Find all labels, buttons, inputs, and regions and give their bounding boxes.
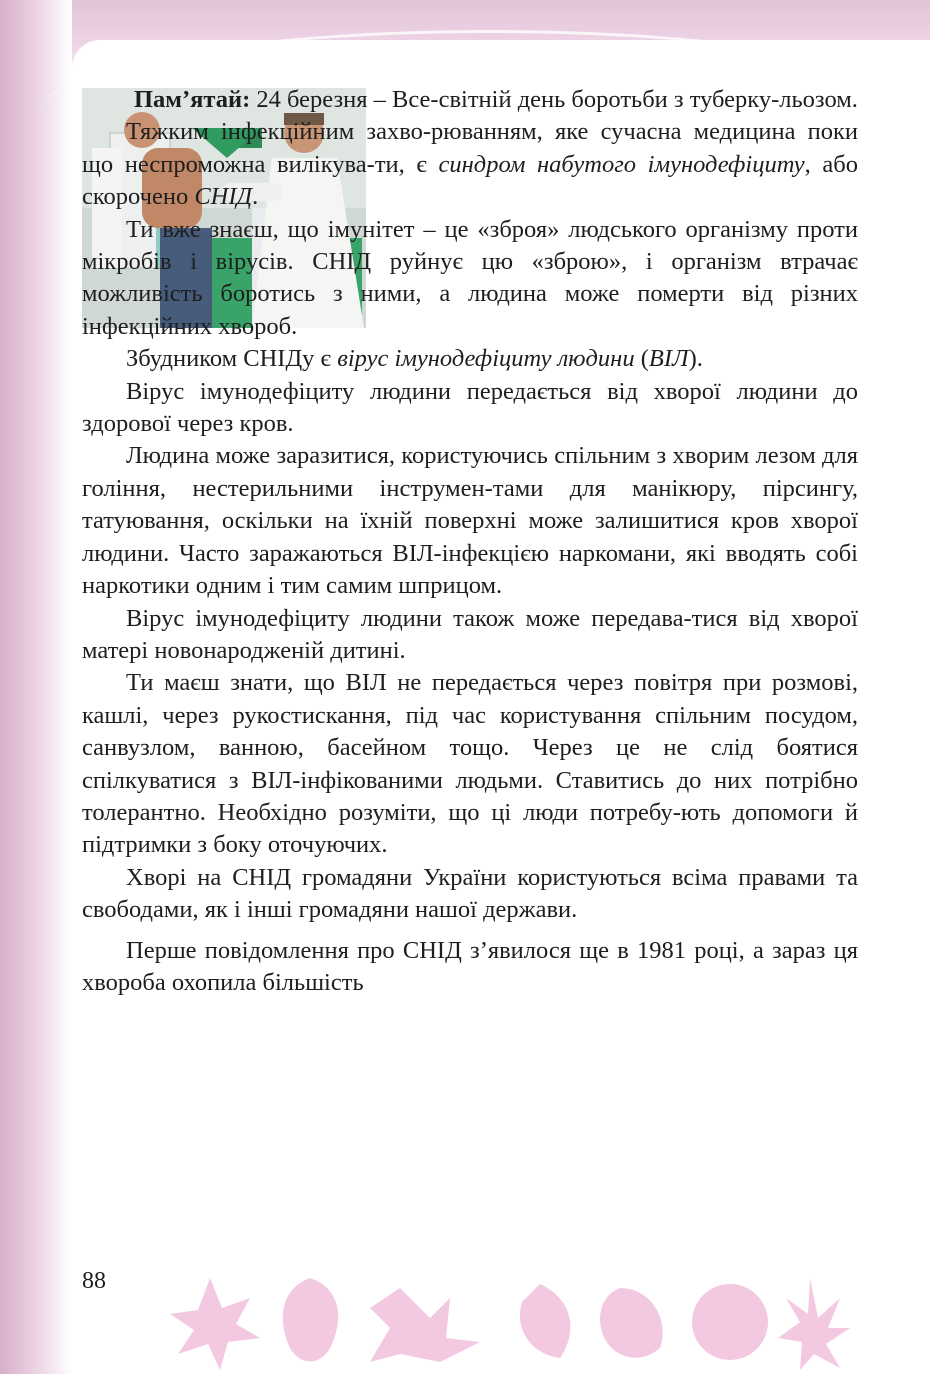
paragraph-3-text-a: Збудником СНІДу є [126,345,338,373]
paragraph-3-term: вірус імунодефіциту людини [337,345,635,373]
paragraph-3-text-b: ( [634,345,649,373]
page-number: 88 [82,1268,106,1294]
birch-leaf-icon [520,1284,570,1358]
rowan-leaf-icon [600,1288,663,1358]
page-frame-left [0,0,72,1374]
paragraph-1 [82,116,858,213]
paragraph-1-text-a: Тяжким інфекційним захво-рюванням, яке сучасна медицина поки що неспроможна вилікува-ти, є [82,118,858,178]
memo-text: 24 березня – Все-світній день боротьби з туберку-льозом. [250,86,858,113]
paragraph-6: Вірус імунодефіциту людини також може передава-тися від хворої матері новонародженій дитині. [82,604,858,664]
paragraph-3-text-c: ). [688,345,703,373]
paragraph-8: Хворі на СНІД громадяни України користуються всіма правами та свободами, як і інші громадяни нашої держави. [82,863,858,924]
paragraph-3-term-abbr: ВІЛ [648,345,689,373]
paragraph-9: Перше повідомлення про СНІД з’явилося ще в 1981 році, а зараз ця хвороба охопила більшість [82,936,858,996]
memo-paragraph [82,84,858,116]
paragraph-1-text-c: . [252,183,259,211]
maple-leaf-icon [170,1278,260,1370]
leaf-decoration [150,1258,850,1374]
oak-leaf-icon [283,1278,338,1362]
paragraph-1-term: синдром набутого імунодефіциту [438,150,805,178]
fern-leaf-icon [778,1278,850,1370]
paragraph-1-text-b: , або скорочено [82,150,859,211]
paragraph-5: Людина може заразитися, користуючись спільним з хворим лезом для гоління, нестерильними інструмен-тами для манікюру, пірсингу, татуювання, оскільки на їхній поверхні може залишитися кров хворої людини. Часто заражаються ВІЛ-інфекцією наркомани, які вводять собі наркотики одним і тим самим шприцом. [82,442,858,600]
paragraph-2: Ти вже знаєш, що імунітет – це «зброя» людського організму проти мікробів і вірусів. СНІД руйнує цю «зброю», і організм втрачає можливість боротись з ними, а людина може померти від різних інфекційних хвороб. [82,215,858,340]
paragraph-3 [82,343,858,375]
paragraph-7: Ти маєш знати, що ВІЛ не передається через повітря при розмові, кашлі, через рукостискання, під час користування спільним посудом, санвузлом, ванною, басейном тощо. Через це не слід боятися спілкуватися з ВІЛ-інфікованими людьми. Ставитись до них потрібно толерантно. Необхідно розуміти, що ці люди потребу-ють допомоги й підтримки з боку оточуючих. [82,669,858,859]
chestnut-leaf-icon [370,1288,480,1362]
paragraph-4: Вірус імунодефіциту людини передається від хворої людини до здорової через кров. [82,377,858,438]
paragraph-1-term-abbr: СНІД [194,183,253,211]
round-leaf-icon [692,1284,768,1360]
memo-label: Пам’ятай: [134,86,251,113]
main-text [82,84,858,999]
